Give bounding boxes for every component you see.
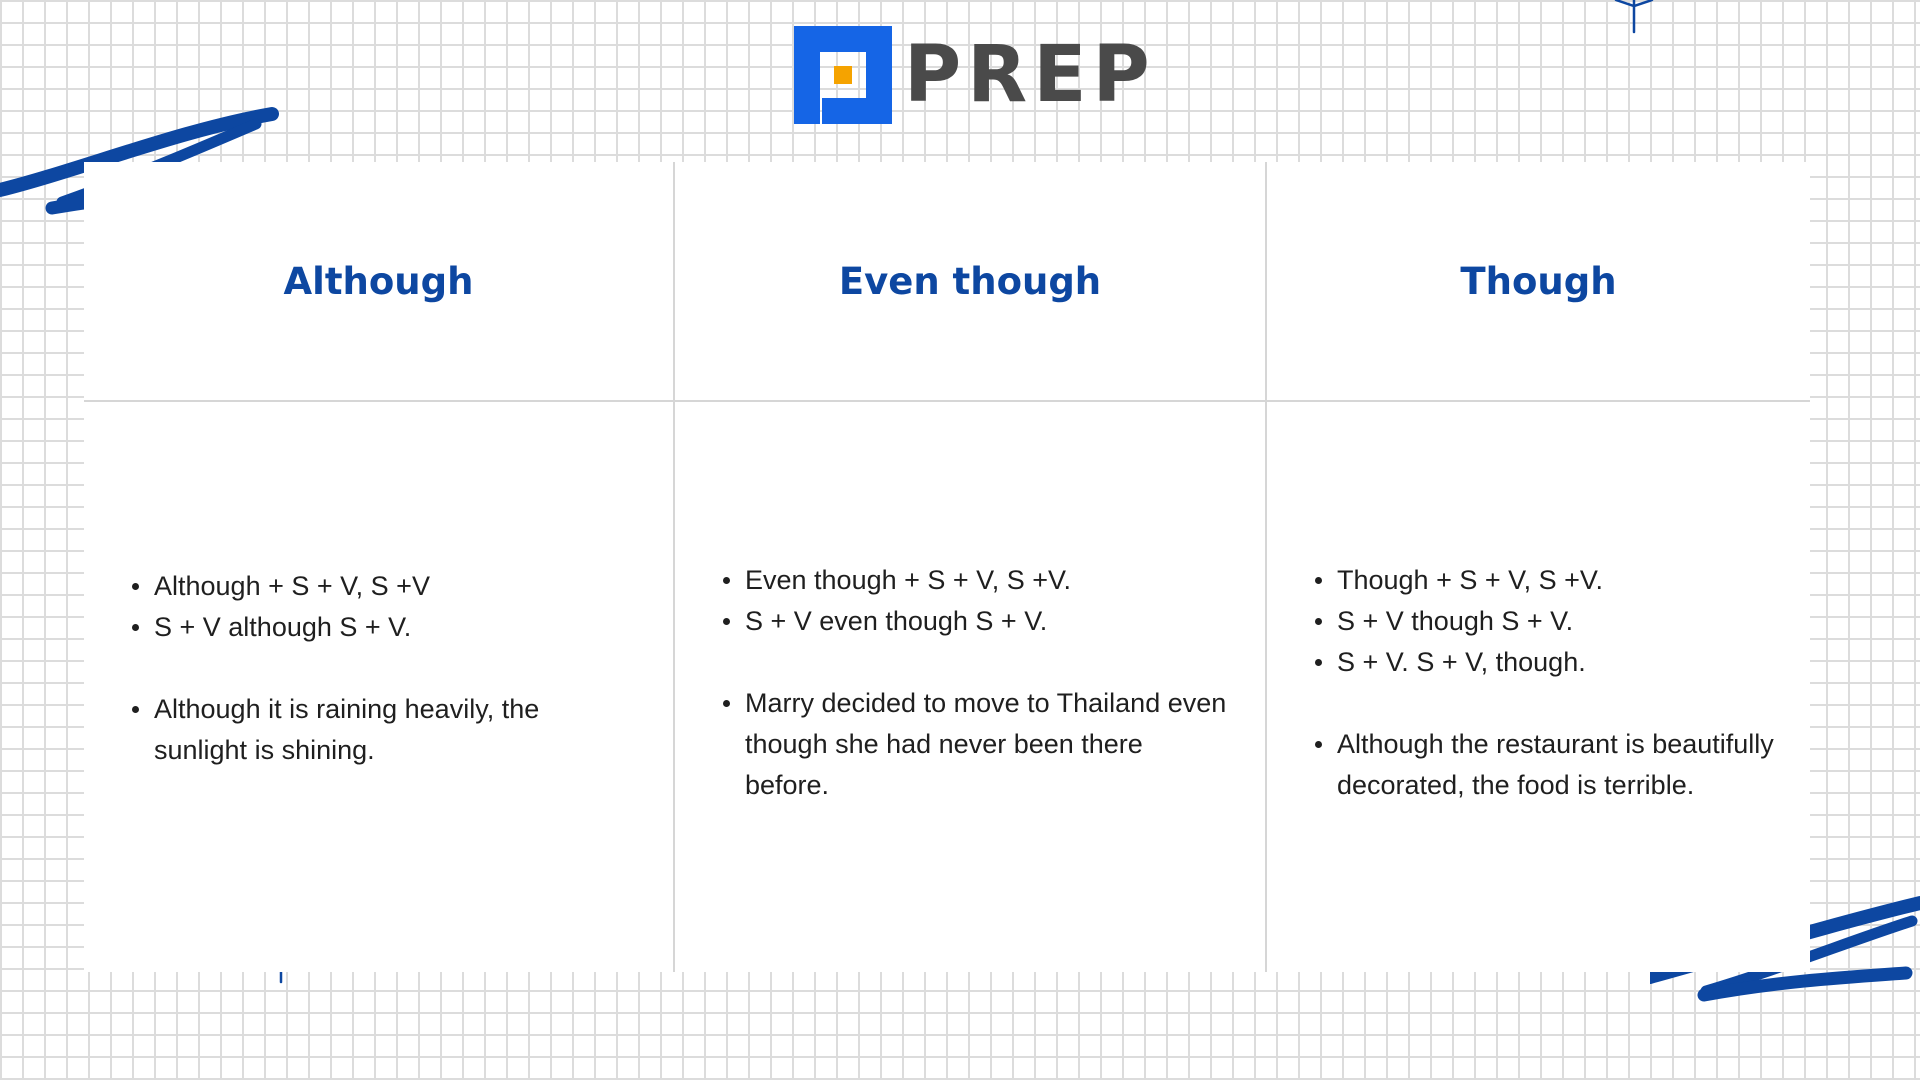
column-body-even-though	[675, 402, 1267, 972]
structure-list	[715, 560, 1231, 642]
structure-list	[1307, 560, 1776, 683]
column-heading-even-though: Even though	[675, 162, 1267, 402]
structure-item: S + V even though S + V.	[745, 601, 1231, 642]
prep-logo-icon	[794, 26, 892, 124]
comparison-card	[84, 162, 1810, 972]
example-list	[1307, 724, 1776, 806]
comparison-table	[84, 162, 1810, 972]
structure-item: Though + S + V, S +V.	[1337, 560, 1776, 601]
example-list	[124, 689, 639, 771]
column-heading-although: Although	[84, 162, 675, 402]
example-list	[715, 683, 1231, 806]
structure-list	[124, 566, 639, 648]
prep-logo	[794, 26, 1156, 124]
prep-logo-text: PREP	[904, 30, 1156, 120]
structure-item: S + V although S + V.	[154, 607, 639, 648]
example-item: Marry decided to move to Thailand even though she had never been there before.	[745, 683, 1231, 806]
example-item: Although the restaurant is beautifully decorated, the food is terrible.	[1337, 724, 1776, 806]
structure-item: S + V. S + V, though.	[1337, 642, 1776, 683]
structure-item: S + V though S + V.	[1337, 601, 1776, 642]
example-item: Although it is raining heavily, the sunlight is shining.	[154, 689, 639, 771]
sparkle-star-top-right	[1612, 0, 1656, 34]
structure-item: Even though + S + V, S +V.	[745, 560, 1231, 601]
column-body-although	[84, 402, 675, 972]
column-body-though	[1267, 402, 1810, 972]
structure-item: Although + S + V, S +V	[154, 566, 639, 607]
column-heading-though: Though	[1267, 162, 1810, 402]
